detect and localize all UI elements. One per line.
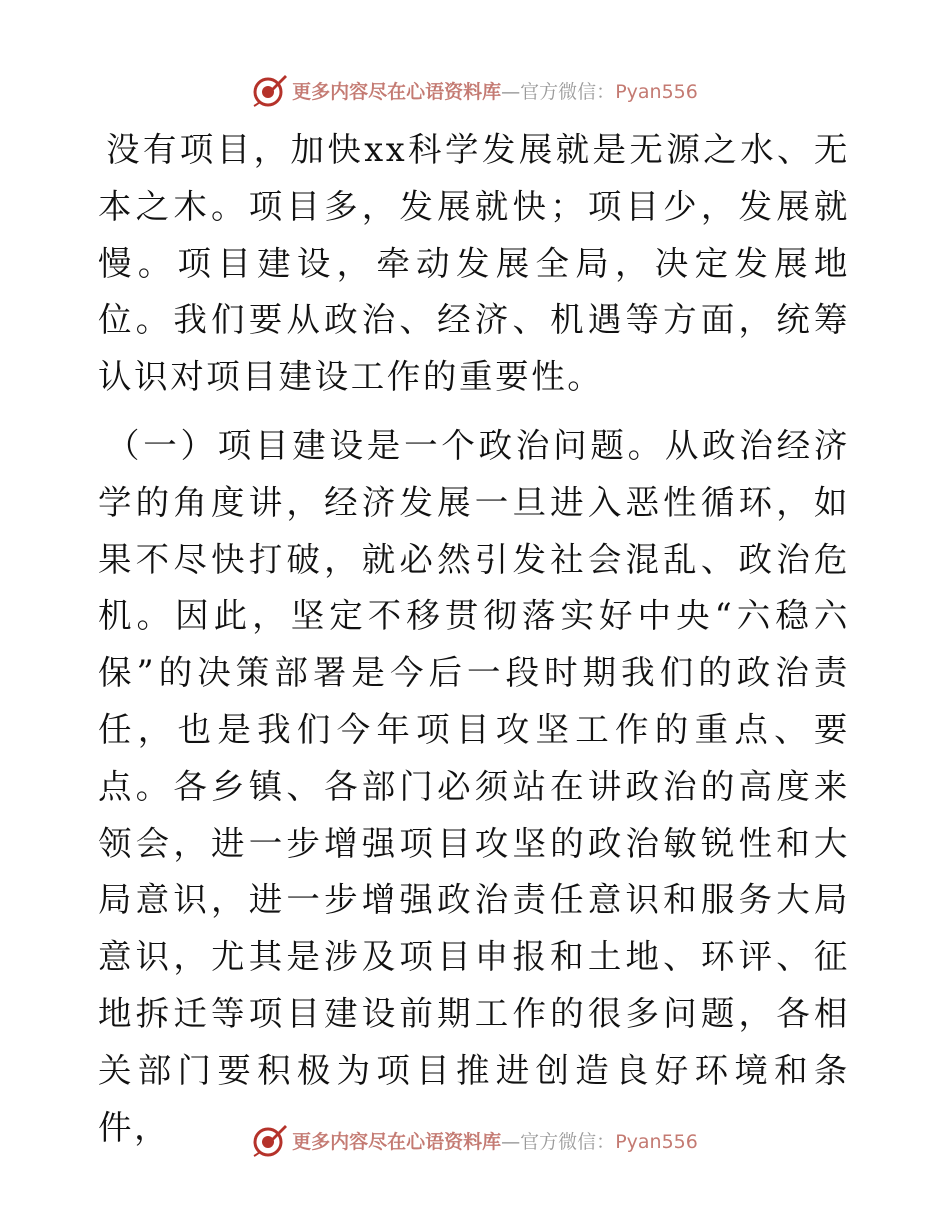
pen-circle-icon bbox=[252, 72, 288, 108]
footer-wechat-label: 官方微信： bbox=[520, 1130, 616, 1153]
header-wechat-label: 官方微信： bbox=[520, 80, 616, 103]
header-main-text: 更多内容尽在心语资料库 bbox=[292, 80, 502, 103]
document-body bbox=[98, 122, 850, 1156]
header-separator: — bbox=[501, 80, 521, 103]
paragraph-1: 没有项目，加快xx科学发展就是无源之水、无本之木。项目多，发展就快；项目少，发展就慢。项目建设，牵动发展全局，决定发展地位。我们要从政治、经济、机遇等方面，统筹认识对项目建设工作的重要性。 bbox=[98, 130, 850, 397]
footer-banner bbox=[0, 1120, 950, 1160]
footer-separator: — bbox=[501, 1130, 521, 1153]
header-text bbox=[292, 77, 698, 104]
footer-text bbox=[292, 1127, 698, 1154]
footer-main-text: 更多内容尽在心语资料库 bbox=[292, 1130, 502, 1153]
pen-circle-icon bbox=[252, 1122, 288, 1158]
header-wechat-id: Pyan556 bbox=[615, 80, 698, 103]
footer-wechat-id: Pyan556 bbox=[615, 1130, 698, 1153]
header-banner bbox=[0, 70, 950, 110]
paragraph-2: （一）项目建设是一个政治问题。从政治经济学的角度讲，经济发展一旦进入恶性循环，如果不尽快打破，就必然引发社会混乱、政治危机。因此，坚定不移贯彻落实好中央“六稳六保”的决策部署是今后一段时期我们的政治责任，也是我们今年项目攻坚工作的重点、要点。各乡镇、各部门必须站在讲政治的高度来领会，进一步增强项目攻坚的政治敏锐性和大局意识，进一步增强政治责任意识和服务大局意识，尤其是涉及项目申报和土地、环评、征地拆迁等项目建设前期工作的很多问题，各相关部门要积极为项目推进创造良好环境和条件， bbox=[98, 425, 850, 1147]
